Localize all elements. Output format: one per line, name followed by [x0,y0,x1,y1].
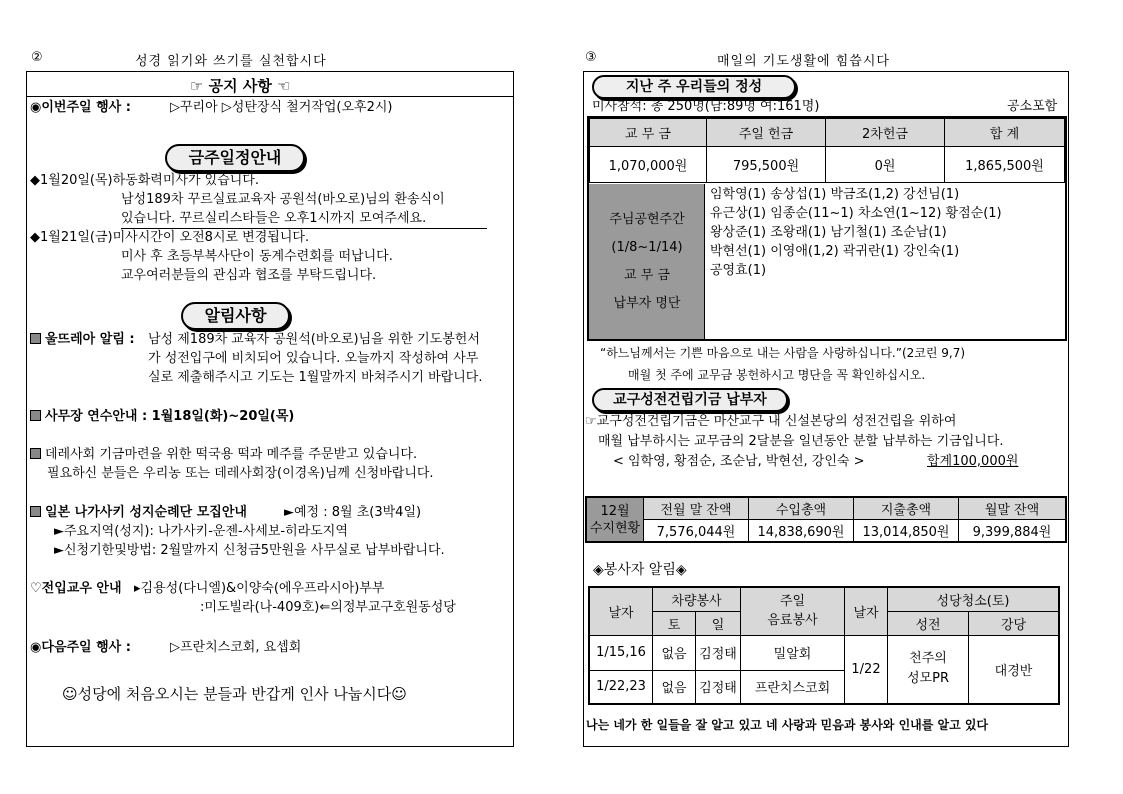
building-fund-title: 교구성전건립기금 납부자 [592,388,788,412]
finance-header-cell: 수입총액 [749,497,854,519]
sanctuary-header: 성전 [888,611,969,635]
offering-value-cell: 1,070,000원 [590,147,707,183]
volunteer-table [588,586,1060,705]
office-training [30,408,294,426]
square-bullet-icon [30,506,41,517]
donor-line-1: 임학영(1) 송상섭(1) 박금조(1,2) 강선님(1) [710,187,960,202]
offering-value-cell: 795,500원 [707,147,826,183]
left-page-header: 성경 읽기와 쓰기를 실천합시다 [135,54,327,69]
square-bullet-icon [30,448,41,459]
right-page-number: ③ [585,50,597,65]
new-member-line-1: ▸김용성(다니엘)&이양숙(에우프라시아)부부 [134,581,385,596]
welcome-message: ☺성당에 처음오시는 분들과 반갑게 인사 나눕시다☺ [62,685,407,703]
drink-header [741,587,845,635]
attendance-note: 공소포함 [1007,99,1058,114]
donors-label-line-3: 교 무 금 [624,268,670,283]
donors-label-line-4: 납부자 명단 [613,296,681,311]
pilgrimage-title [30,504,247,522]
rice-cake-line-2: 필요하신 분들은 우리농 또는 데레사회장(이경옥)님께 신청바랍니다. [47,466,434,481]
cleaning-date: 1/22 [845,635,888,704]
offering-title: 지난 주 우리들의 정성 [592,75,796,99]
volunteer-drink: 밀알회 [741,635,845,670]
schedule-line-5: 미사 후 초등부복사단이 동계수련회를 떠납니다. [121,249,393,264]
offering-table [589,118,1065,183]
building-donors: < 임학영, 황점순, 조순남, 박현선, 강인숙 > [613,454,865,469]
finance-header-row [586,497,1066,519]
donor-line-3: 왕상준(1) 조왕래(1) 남기철(1) 조순남(1) [710,225,947,240]
ultreya-label-text: 울뜨레아 알림 : [45,332,135,347]
finance-table [585,496,1067,543]
finance-label-cell [586,497,644,542]
volunteer-date: 1/15,16 [589,635,653,670]
offering-header-cell: 교 무 금 [590,119,707,147]
verse-note: 매월 첫 주에 교무금 봉헌하시고 명단을 꼭 확인하십시오. [628,368,926,382]
cleaning-date-header: 날자 [845,587,888,635]
notice-title: ☞ 공지 사항 ☜ [190,77,291,95]
schedule-line-3: 있습니다. 꾸르실리스타들은 오후1시까지 모여주세요. [121,211,427,226]
new-member-label: ♡전입교우 안내 [30,581,122,596]
offering-header-cell: 2차헌금 [826,119,945,147]
schedule-line-6: 교우여러분들의 관심과 협조를 부탁드립니다. [121,268,377,283]
cleaning-hall: 대경반 [969,635,1060,704]
volunteer-date: 1/22,23 [589,670,653,704]
scripture-verse: “하느님께서는 기쁜 마음으로 내는 사람을 사랑하십니다.”(2코린 9,7) [600,346,966,360]
building-total: 합계100,000원 [927,454,1019,469]
finance-value-row [586,519,1066,542]
finance-label-1: 12월 [600,503,630,519]
notice-divider [27,96,513,97]
right-page-header: 매일의 기도생활에 힘씁시다 [717,54,890,69]
drink-header-2: 음료봉사 [767,613,818,629]
this-week-label: ◉이번주일 행사 : [30,100,131,115]
donors-label-line-2: (1/8~1/14) [611,240,683,255]
volunteer-sun: 김정태 [696,670,741,704]
offering-value-row [590,147,1065,183]
volunteer-sat: 없음 [653,635,696,670]
volunteer-header-row [589,587,1059,611]
vehicle-header: 차량봉사 [653,587,741,611]
offering-header-cell: 주일 헌금 [707,119,826,147]
footer-verse: 나는 네가 한 일들을 잘 알고 있고 네 사랑과 믿음과 봉사와 인내를 알고 있다 [586,718,989,732]
schedule-line-2: 남성189차 꾸르실료교육자 공원석(바오로)님의 환송식이 [121,192,445,207]
volunteer-sun: 김정태 [696,635,741,670]
news-title: 알림사항 [181,302,290,330]
next-week-label: ◉다음주일 행사 : [30,640,131,655]
cleaning-header: 성당청소(토) [888,587,1060,611]
finance-header-cell: 지출총액 [854,497,959,519]
this-week-events: ▷꾸리아 ▷성탄장식 철거작업(오후2시) [170,100,393,115]
donor-line-5: 공영효(1) [710,263,767,278]
vehicle-sat-header: 토 [653,611,696,635]
volunteer-row [589,635,1059,670]
square-bullet-icon [30,333,41,344]
finance-value-cell: 7,576,044원 [644,519,749,542]
pilgrimage-title-text: 일본 나가사키 성지순례단 모집안내 [45,505,247,520]
building-line-1: ☞교구성전건립기금은 마산교구 내 신설본당의 성전건립을 위하여 [585,414,957,429]
building-line-2: 매월 납부하시는 교무금의 2달분을 일년동안 분할 납부하는 기금입니다. [598,434,1004,449]
ultreya-line-1: 남성 제189차 교육자 공원석(바오로)님을 위한 기도봉헌서 [148,332,480,347]
drink-header-1: 주일 [779,594,806,610]
offering-value-cell: 1,865,500원 [945,147,1065,183]
volunteer-drink: 프란치스코회 [741,670,845,704]
volunteer-sat: 없음 [653,670,696,704]
new-member-line-2: :미도빌라(나-409호)⇐의정부교구호원동성당 [200,600,456,615]
donor-line-4: 박현선(1) 이영애(1,2) 곽귀란(1) 강인숙(1) [710,244,960,259]
attendance-count: 미사참석: 총 250명(남:89명 여:161명) [592,99,820,114]
finance-value-cell: 13,014,850원 [854,519,959,542]
offering-header-row [590,119,1065,147]
donors-label-cell [589,184,705,339]
rice-cake-text-1: 데레사회 기금마련을 위한 떡국용 떡과 메주를 주문받고 있습니다. [45,447,418,462]
volunteer-title: ◈봉사자 알림◈ [593,562,687,578]
finance-header-cell: 전월 말 잔액 [644,497,749,519]
donor-line-2: 유근상(1) 임종순(11~1) 차소연(1~12) 황점순(1) [710,206,1002,221]
schedule-line-1: ◆1월20일(목)하동화력미사가 있습니다. [30,173,260,188]
pilgrimage-line-1: ►주요지역(성지): 나가사키-운젠-사세보-히라도지역 [54,524,348,539]
offering-header-cell: 합 계 [945,119,1065,147]
offering-value-cell: 0원 [826,147,945,183]
ultreya-line-3: 실로 제출해주시고 기도는 1월말까지 바쳐주시기 바랍니다. [148,370,483,385]
pilgrimage-schedule: ►예정 : 8월 초(3박4일) [284,505,422,520]
finance-header-cell: 월말 잔액 [959,497,1067,519]
left-page-number: ② [31,50,43,65]
pilgrimage-line-2: ►신청기한및방법: 2월말까지 신청금5만원을 사무실로 납부바랍니다. [54,543,445,558]
cleaning-sanctuary [888,635,969,704]
ultreya-label [30,331,135,349]
schedule-line-4: ◆1월21일(금)미사시간이 오전8시로 변경됩니다. [30,230,310,245]
rice-cake-line-1 [30,446,417,464]
finance-value-cell: 9,399,884원 [959,519,1067,542]
ultreya-line-2: 가 성전입구에 비치되어 있습니다. 오늘까지 작성하여 사무 [148,351,479,366]
donors-label-line-1: 주님공현주간 [609,212,685,227]
hall-header: 강당 [969,611,1060,635]
next-week-events: ▷프란치스코회, 요셉회 [170,640,302,655]
finance-label-2: 수지현황 [589,520,641,536]
office-training-text: 사무장 연수안내 : 1월18일(화)~20일(목) [45,409,295,424]
finance-value-cell: 14,838,690원 [749,519,854,542]
cleaning-sanctuary-2: 성모PR [907,671,949,687]
square-bullet-icon [30,410,41,421]
volunteer-date-header: 날자 [589,587,653,635]
vehicle-sun-header: 일 [696,611,741,635]
schedule-title: 금주일정안내 [165,144,305,172]
cleaning-sanctuary-1: 천주의 [909,651,947,667]
